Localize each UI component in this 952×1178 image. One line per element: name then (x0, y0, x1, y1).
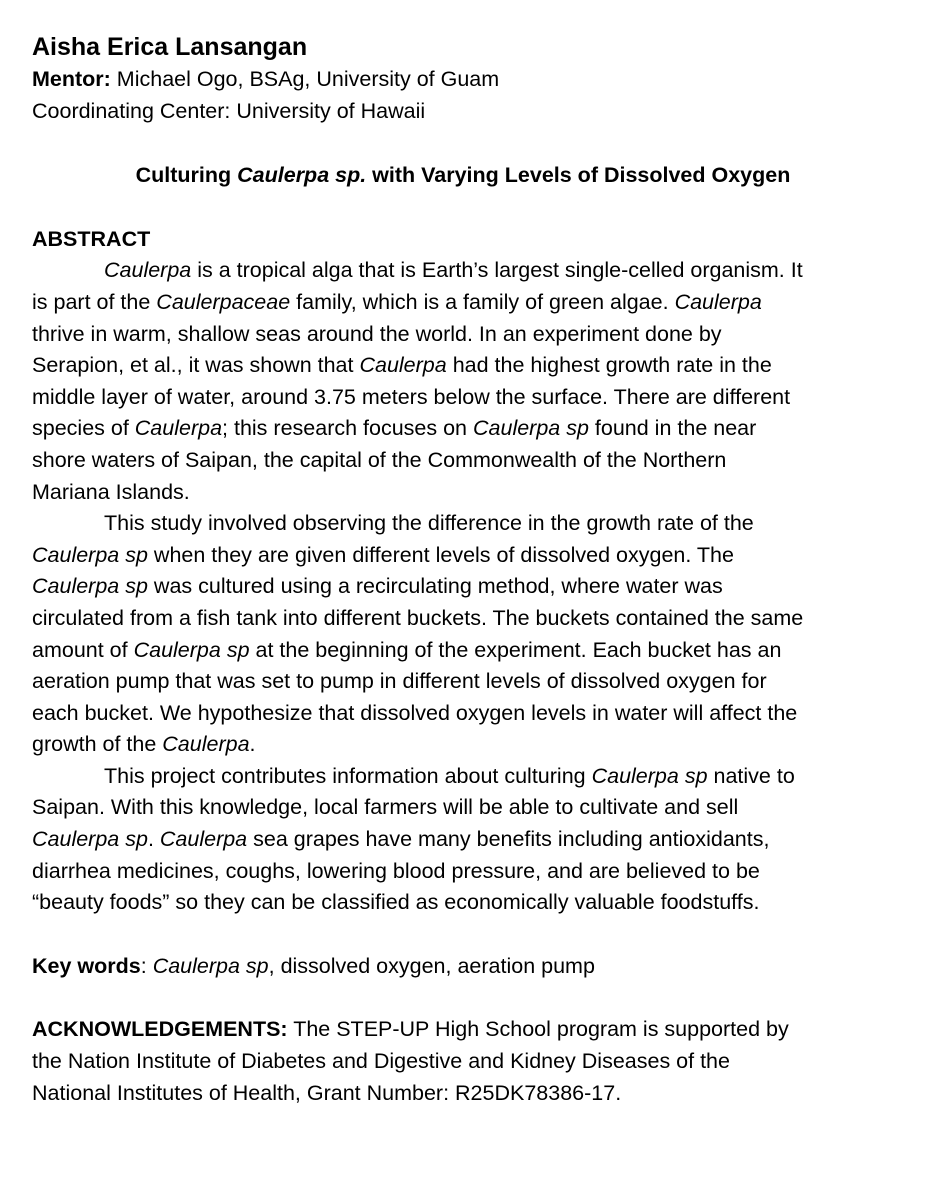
italic-text: Caulerpa sp (32, 574, 148, 599)
italic-text: Caulerpa (104, 258, 192, 283)
paragraph-line (32, 445, 894, 477)
text-segment: Saipan. With this knowledge, local farmers will be able to cultivate and sell (32, 795, 739, 820)
paragraph-line (32, 382, 894, 414)
text-segment: thrive in warm, shallow seas around the world. In an experiment done by (32, 321, 722, 346)
author-name: Aisha Erica Lansangan (32, 33, 308, 61)
text-segment: sea grapes have many benefits including antioxidants, (247, 827, 770, 852)
ack-text-1: The STEP-UP High School program is supported by (287, 1017, 789, 1042)
abstract-paragraph-2 (32, 508, 894, 761)
italic-text: Caulerpa sp (591, 763, 708, 788)
italic-text: Caulerpa sp (32, 542, 148, 567)
italic-text: Caulerpa sp (473, 416, 589, 441)
italic-text: Caulerpaceae (156, 289, 291, 314)
abstract-heading: ABSTRACT (32, 226, 151, 251)
mentor-label: Mentor: (32, 67, 111, 91)
italic-text: Caulerpa (162, 732, 250, 757)
paragraph-line (32, 255, 894, 287)
text-segment: growth of the (32, 732, 163, 757)
text-segment: was cultured using a recirculating method, where water was (147, 574, 723, 599)
title-part-1: Culturing (135, 163, 238, 188)
text-segment: each bucket. We hypothesize that dissolved oxygen levels in water will affect the (32, 700, 798, 725)
paragraph-line (32, 603, 894, 635)
italic-text: Caulerpa (134, 416, 223, 441)
text-segment: at the beginning of the experiment. Each bucket has an (249, 637, 782, 662)
text-segment: shore waters of Saipan, the capital of the Commonwealth of the Northern (32, 447, 727, 472)
text-segment: found in the near (588, 416, 757, 441)
paragraph-line (32, 413, 894, 445)
ack-line-2: the Nation Institute of Diabetes and Digestive and Kidney Diseases of the (32, 1049, 730, 1074)
text-segment: ; this research focuses on (222, 416, 473, 441)
keywords-rest: , dissolved oxygen, aeration pump (268, 953, 595, 978)
keywords-colon: : (140, 953, 153, 978)
text-segment: native to (707, 763, 795, 788)
abstract-paragraph-3 (32, 761, 894, 919)
paragraph-line (32, 792, 894, 824)
italic-text: Caulerpa (674, 289, 762, 314)
text-segment: middle layer of water, around 3.75 meters below the surface. There are different (32, 384, 791, 409)
text-segment: This study involved observing the difference in the growth rate of the (104, 511, 754, 536)
paragraph-line (32, 887, 894, 919)
paragraph-line (32, 856, 894, 888)
paragraph-line (32, 287, 894, 319)
paragraph-line (32, 540, 894, 572)
mentor-value: Michael Ogo, BSAg, University of Guam (110, 67, 500, 91)
text-segment: amount of (32, 637, 134, 662)
paragraph-line (32, 666, 894, 698)
text-segment: had the highest growth rate in the (446, 353, 772, 378)
paragraph-line (32, 698, 894, 730)
text-segment: aeration pump that was set to pump in different levels of dissolved oxygen for (32, 669, 767, 694)
paragraph-line (32, 477, 894, 509)
italic-text: Caulerpa (159, 827, 248, 852)
text-segment: is a tropical alga that is Earth’s largest single-celled organism. It (191, 258, 803, 283)
paragraph-line (32, 319, 894, 351)
keywords-label: Key words (32, 953, 141, 978)
text-segment: species of (32, 416, 135, 441)
text-segment: . (147, 827, 160, 852)
paper-title (32, 160, 894, 192)
text-segment: family, which is a family of green algae. (290, 289, 675, 314)
text-segment: This project contributes information about culturing (104, 763, 592, 788)
text-segment: is part of the (32, 289, 157, 314)
text-segment: circulated from a fish tank into different buckets. The buckets contained the same (32, 605, 804, 630)
italic-text: Caulerpa sp (32, 827, 148, 852)
mentor-line (32, 64, 894, 96)
paragraph-line (32, 571, 894, 603)
paragraph-line (32, 824, 894, 856)
coordinating-center-line: Coordinating Center: University of Hawaii (32, 98, 426, 123)
paragraph-line (32, 761, 894, 793)
paragraph-line (32, 729, 894, 761)
text-segment: “beauty foods” so they can be classified as economically valuable foodstuffs. (32, 890, 760, 915)
keywords-line (32, 951, 894, 983)
title-part-2: with Varying Levels of Dissolved Oxygen (366, 163, 791, 188)
text-segment: when they are given different levels of dissolved oxygen. The (147, 542, 734, 567)
ack-line-3: National Institutes of Health, Grant Number: R25DK78386-17. (32, 1080, 622, 1105)
text-segment: diarrhea medicines, coughs, lowering blood pressure, and are believed to be (32, 858, 760, 883)
ack-line-1 (32, 1014, 894, 1046)
title-italic: Caulerpa sp. (237, 163, 367, 188)
italic-text: Caulerpa sp (133, 637, 250, 662)
acknowledgements-section (32, 1014, 894, 1109)
italic-text: Caulerpa (359, 353, 447, 378)
keywords-italic: Caulerpa sp (152, 953, 269, 978)
abstract-paragraph-1 (32, 255, 894, 508)
paragraph-line (32, 508, 894, 540)
paragraph-line (32, 350, 894, 382)
paragraph-line (32, 635, 894, 667)
text-segment: . (249, 732, 256, 757)
text-segment: Serapion, et al., it was shown that (32, 353, 360, 378)
text-segment: Mariana Islands. (32, 479, 190, 504)
ack-label: ACKNOWLEDGEMENTS: (32, 1017, 288, 1042)
